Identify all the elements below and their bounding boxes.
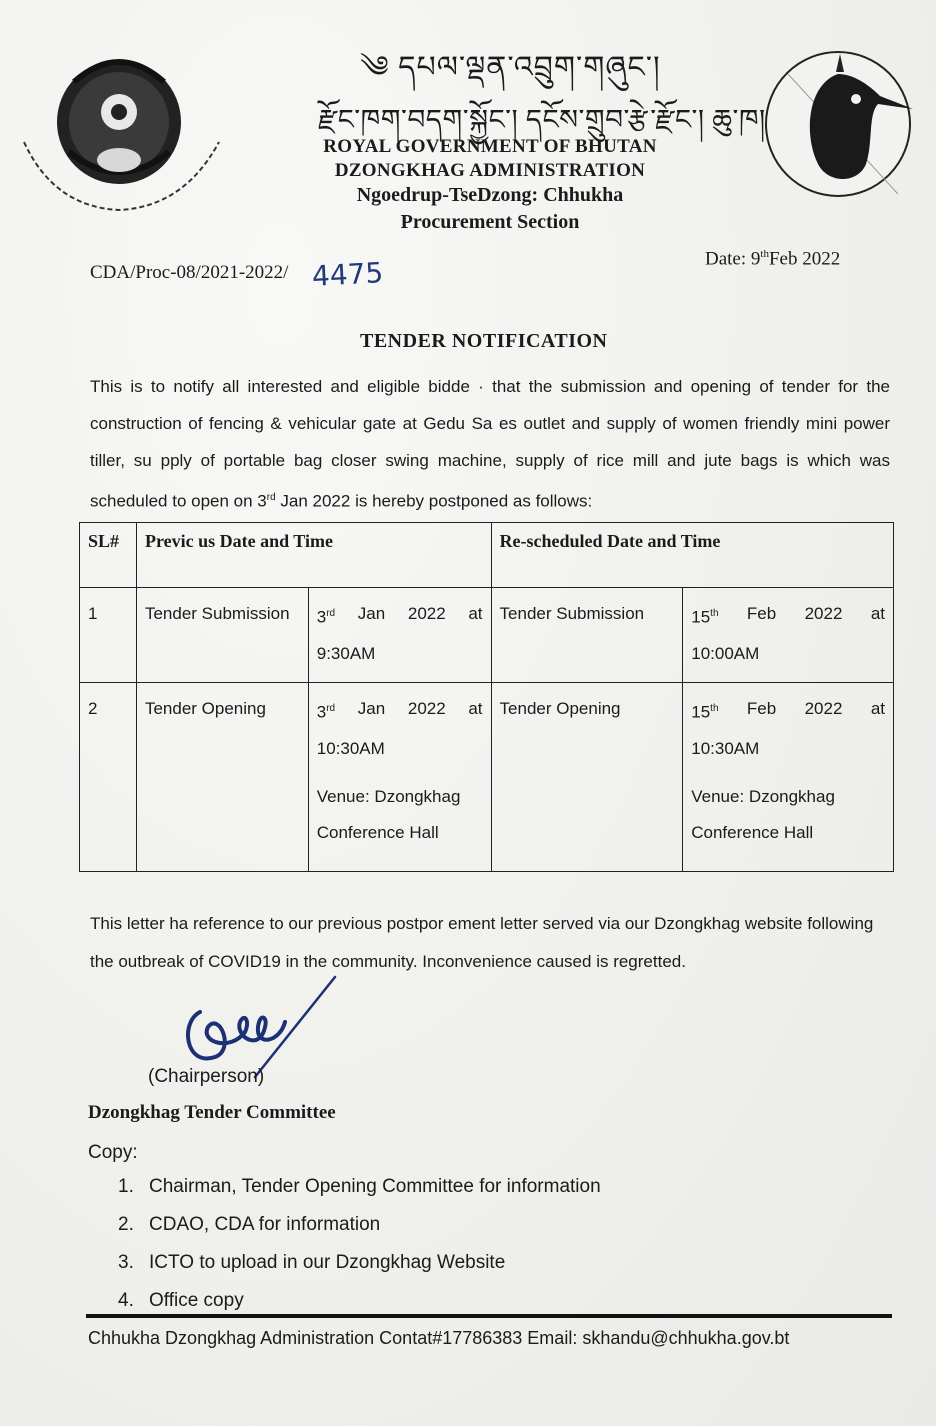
signatory-role: (Chairperson) xyxy=(148,1066,265,1087)
cell-prev-event: Tender Submission xyxy=(136,588,308,683)
cell-new-datetime: 15th Feb 2022 at 10:00AM xyxy=(683,588,894,683)
copy-list xyxy=(118,1172,601,1324)
cell-new-event: Tender Submission xyxy=(491,588,683,683)
header-rescheduled: Re-scheduled Date and Time xyxy=(491,523,893,588)
location-name: Ngoedrup-TseDzong: Chhukha xyxy=(356,184,624,206)
table-row xyxy=(80,683,894,872)
list-item: 4. Office copy xyxy=(118,1290,244,1311)
administration-name: DZONGKHAG ADMINISTRATION xyxy=(334,160,646,181)
committee-name: Dzongkhag Tender Committee xyxy=(88,1102,336,1123)
header-previous: Previc us Date and Time xyxy=(136,523,491,588)
cell-new-datetime: 15th Feb 2022 at 10:30AM Venue: Dzongkhag Conference Hall xyxy=(683,683,894,872)
dzongkha-heading-2: རྫོང་ཁག་བདག་སྐྱོང་། དངོས་གྲུབ་རྩེ་རྫོང་། ཆུ་ཁ། xyxy=(318,105,766,136)
handwritten-reference-number: 4475 xyxy=(311,256,385,293)
list-item: 2. CDAO, CDA for information xyxy=(118,1214,381,1235)
cell-sl: 2 xyxy=(80,683,137,872)
dzongkha-heading-1: ༄ དཔལ་ལྡན་འབྲུག་གཞུང་། xyxy=(360,51,661,84)
copy-label: Copy: xyxy=(88,1142,138,1163)
schedule-table xyxy=(79,522,894,872)
cell-prev-event: Tender Opening xyxy=(136,683,308,872)
footer-divider xyxy=(86,1314,892,1318)
royal-emblem-logo xyxy=(14,42,234,222)
list-item: 3. ICTO to upload in our Dzongkhag Website xyxy=(118,1252,506,1273)
table-header-row xyxy=(80,523,894,588)
header-sl: SL# xyxy=(80,523,137,588)
intro-paragraph: This is to notify all interested and eligible bidde · that the submission and opening of tender for the construction of fencing & vehicular gate at Gedu Sa es outlet and supply of women friendly mini power tiller, su pply of portable bag closer swing machine, supply of rice mill and jute bags is which was scheduled to open on 3rd Jan 2022 is hereby postponed as follows: xyxy=(90,377,890,511)
letter-date: Date: 9thFeb 2022 xyxy=(705,248,841,270)
prev-venue: Venue: Dzongkhag Conference Hall xyxy=(316,786,461,842)
list-item: 1. Chairman, Tender Opening Committee for information xyxy=(118,1176,601,1197)
cell-sl: 1 xyxy=(80,588,137,683)
notice-title: TENDER NOTIFICATION xyxy=(360,330,608,352)
new-venue: Venue: Dzongkhag Conference Hall xyxy=(691,786,835,842)
cell-prev-datetime: 3rd Jan 2022 at 9:30AM xyxy=(308,588,491,683)
table-row xyxy=(80,588,894,683)
footer-contact: Chhukha Dzongkhag Administration Contat#17786383 Email: skhandu@chhukha.gov.bt xyxy=(88,1328,790,1348)
govt-name: ROYAL GOVERNMENT OF BHUTAN xyxy=(323,136,657,157)
closing-paragraph: This letter ha reference to our previous postpor ement letter served via our Dzongkhag website following the outbreak of COVID19 in the community. Inconvenience caused is regretted. xyxy=(90,914,874,971)
raven-seal-logo xyxy=(748,44,928,204)
section-name: Procurement Section xyxy=(400,211,580,233)
reference-number: CDA/Proc-08/2021-2022/ xyxy=(90,262,289,283)
cell-new-event: Tender Opening xyxy=(491,683,683,872)
cell-prev-datetime: 3rd Jan 2022 at 10:30AM Venue: Dzongkhag Conference Hall xyxy=(308,683,491,872)
